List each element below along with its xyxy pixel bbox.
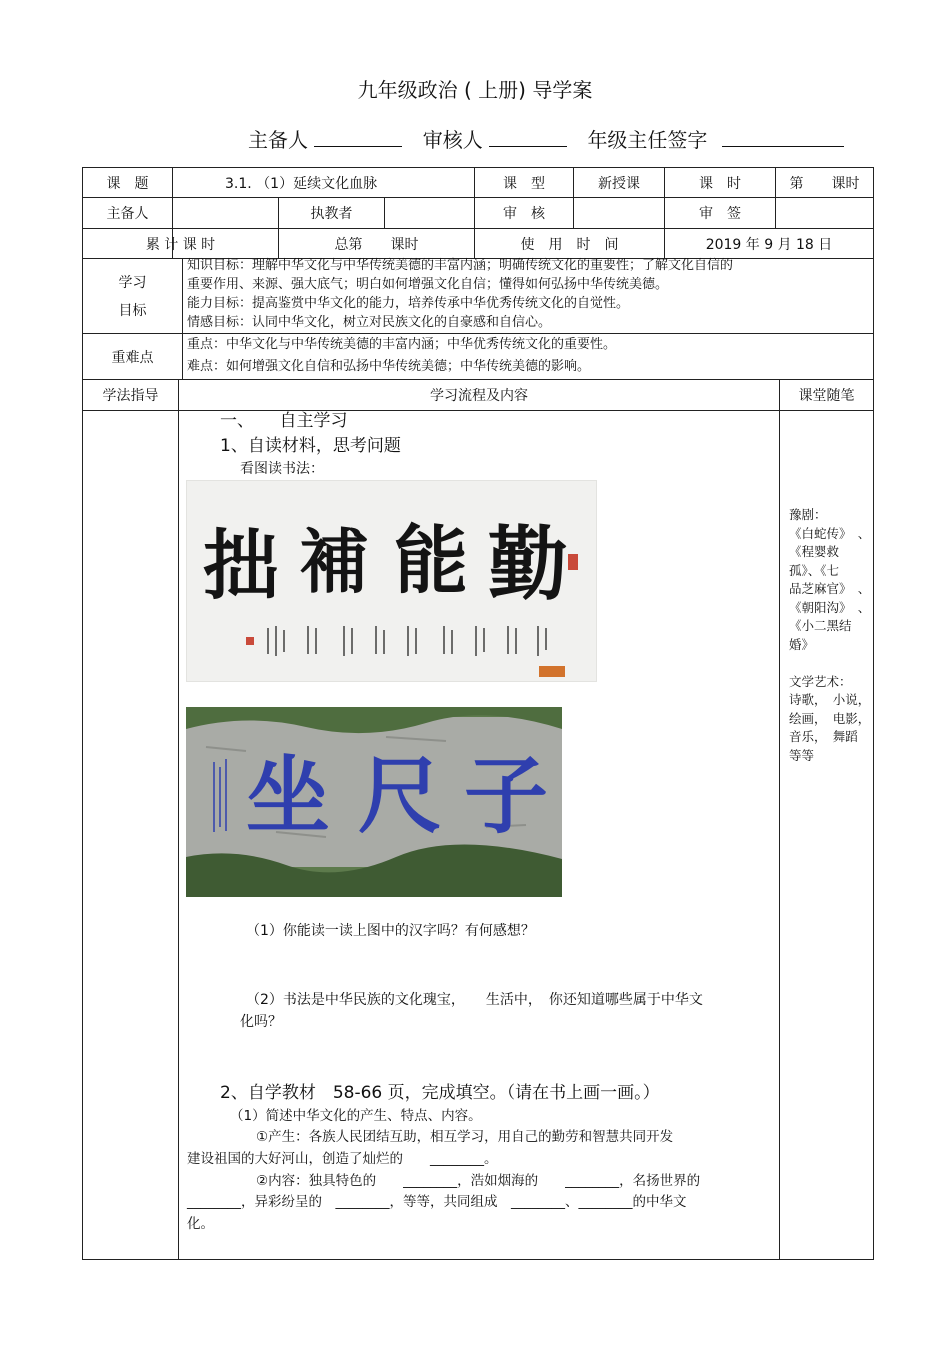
notes-column-header: 课堂随笔 <box>798 388 855 404</box>
total-hours-value: 总第 课时 <box>334 236 419 253</box>
director-signature-label: 年级主任签字 <box>587 128 708 152</box>
reviewer-signature-label: 审核人 <box>422 128 483 152</box>
fill-in-content-line-2: ________，异彩纷呈的 ________，等等，共同组成 ________、________的中华文 <box>187 1194 687 1210</box>
key-point-line: 重点：中华文化与中华传统美德的丰富内涵；中华优秀传统文化的重要性。 <box>187 337 617 352</box>
goals-label-1: 学习 <box>118 275 147 291</box>
question-2-line-2: 化吗？ <box>240 1014 282 1030</box>
calligraphy-char-1: 拙 <box>203 521 279 610</box>
red-seal <box>539 666 565 677</box>
period-label: 课 时 <box>699 175 741 192</box>
red-seal <box>568 554 578 570</box>
section-heading: 一、 自主学习 <box>220 411 348 431</box>
calligraphy-char-2: 補 <box>299 520 369 603</box>
preparer-signature-label: 主备人 <box>248 128 308 152</box>
goal-line-2: 重要作用、来源、强大底气；明白如何增强文化自信；懂得如何弘扬中华传统美德。 <box>187 277 669 292</box>
signature-row <box>248 124 858 153</box>
goal-line-1: 知识目标：理解中华文化与中华传统美德的丰富内涵；明确传统文化的重要性；了解文化自信的 <box>187 258 734 273</box>
lesson-type-value: 新授课 <box>598 175 640 192</box>
fill-in-content-line-3: 化。 <box>187 1216 214 1232</box>
stone-carving-image <box>186 707 562 897</box>
date-value: 2019 年 9 月 18 日 <box>705 236 833 253</box>
topic-label: 课 题 <box>106 175 149 192</box>
classroom-notes: 豫剧： 《白蛇传》 、 《程婴救 孤》、《七 品芝麻官》 、 《朝阳沟》 、 《小二黑结 婚》 文学艺术： 诗歌， 小说， 绘画， 电影， 音乐， 舞蹈 等等 <box>789 507 871 763</box>
fill-in-prompt: （1）简述中华文化的产生、特点、内容。 <box>230 1108 482 1124</box>
document-title: 九年级政治 ( 上册) 导学案 <box>357 78 593 102</box>
goal-line-4: 情感目标：认同中华文化，树立对民族文化的自豪感和自信心。 <box>187 315 552 330</box>
sign-label: 审 签 <box>699 206 741 222</box>
calligraphy-char-4: 勤 <box>488 517 568 611</box>
key-points-label: 重难点 <box>111 350 154 366</box>
teacher-label: 执教者 <box>310 206 353 222</box>
fill-in-origin-line-1: ①产生：各族人民团结互助，相互学习，用自己的勤劳和智慧共同开发 <box>256 1129 674 1145</box>
image-caption: 看图读书法： <box>240 461 324 477</box>
topic-value: 3.1. （1）延续文化血脉 <box>225 175 378 192</box>
difficult-point-line: 难点：如何增强文化自信和弘扬中华传统美德；中华传统美德的影响。 <box>187 359 591 374</box>
reviewer-signature-line <box>489 145 567 147</box>
subsection-1-heading: 1、自读材料，思考问题 <box>220 436 401 456</box>
goals-label-2: 目标 <box>118 303 147 319</box>
fill-in-origin-line-2: 建设祖国的大好河山，创造了灿烂的 ________。 <box>187 1151 498 1167</box>
fill-in-content-line-1: ②内容：独具特色的 ________，浩如烟海的 ________，名扬世界的 <box>256 1173 701 1189</box>
calligraphy-scroll-image <box>186 480 597 682</box>
carved-char-1: 坐 <box>245 746 331 845</box>
date-label: 使 用 时 间 <box>520 236 619 253</box>
director-signature-line <box>722 145 844 147</box>
question-1: （1）你能读一读上图中的汉字吗？有何感想？ <box>246 923 535 939</box>
red-seal <box>246 637 254 645</box>
period-value: 第 课时 <box>789 175 860 192</box>
preparer-signature-line <box>314 145 402 147</box>
content-column-header: 学习流程及内容 <box>430 388 528 404</box>
subsection-2-heading: 2、自学教材 58-66 页，完成填空。（请在书上画一画。） <box>220 1083 660 1103</box>
goal-line-3: 能力目标：提高鉴赏中华文化的能力，培养传承中华优秀传统文化的自觉性。 <box>187 296 630 311</box>
calligraphy-char-3: 能 <box>394 518 468 604</box>
lesson-type-label: 课 型 <box>503 175 545 192</box>
method-column-header: 学法指导 <box>102 388 159 404</box>
question-2-line-1: （2）书法是中华民族的文化瑰宝， 生活中， 你还知道哪些属于中华文 <box>246 992 703 1008</box>
preparer-label: 主备人 <box>106 206 149 222</box>
carved-char-3: 子 <box>463 746 549 845</box>
review-label: 审 核 <box>503 206 545 222</box>
total-hours-label: 累 计 课 时 <box>145 236 216 253</box>
carved-char-2: 尺 <box>357 746 443 845</box>
